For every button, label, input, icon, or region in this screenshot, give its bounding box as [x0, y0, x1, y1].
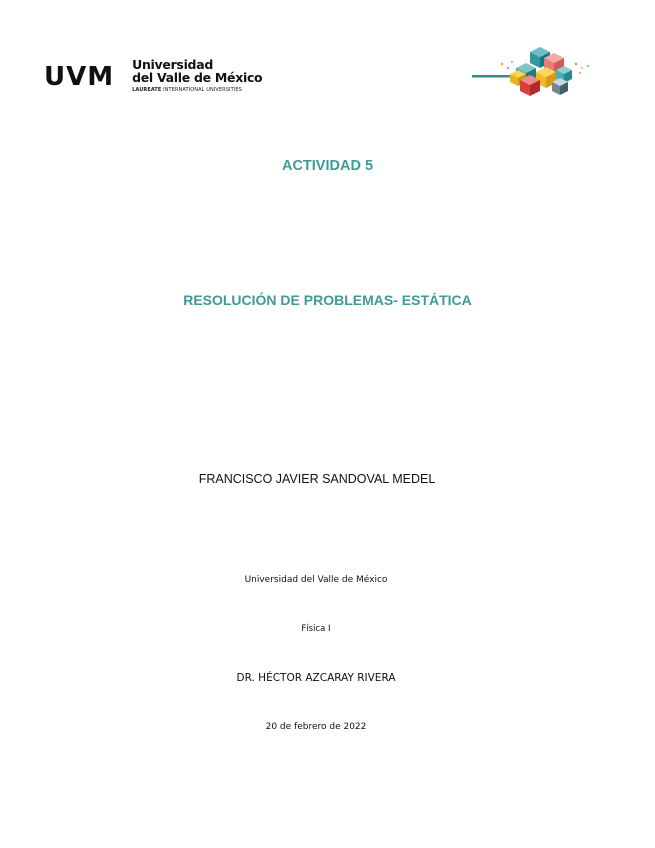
- course-name: Física I: [301, 624, 331, 634]
- uvm-logo-line1: Universidad: [132, 57, 213, 72]
- author-name: FRANCISCO JAVIER SANDOVAL MEDEL: [198, 472, 436, 486]
- submission-date: 20 de febrero de 2022: [265, 722, 367, 732]
- activity-title: ACTIVIDAD 5: [281, 158, 374, 174]
- uvm-logo-line2: del Valle de México: [132, 70, 263, 85]
- uvm-logo-text: [132, 58, 262, 93]
- tagline-rest: INTERNATIONAL UNIVERSITIES: [161, 87, 242, 93]
- uvm-logo: [44, 58, 262, 94]
- decorative-cubes-graphic: [472, 42, 596, 98]
- university-name: Universidad del Valle de México: [244, 575, 388, 585]
- teacher-name: DR. HÉCTOR AZCARAY RIVERA: [236, 672, 396, 684]
- topic-title: RESOLUCIÓN DE PROBLEMAS- ESTÁTICA: [183, 292, 472, 308]
- uvm-logo-letters: UVM: [44, 62, 115, 92]
- tagline-bold: LAUREATE: [132, 87, 162, 93]
- uvm-logo-tagline: [132, 87, 262, 93]
